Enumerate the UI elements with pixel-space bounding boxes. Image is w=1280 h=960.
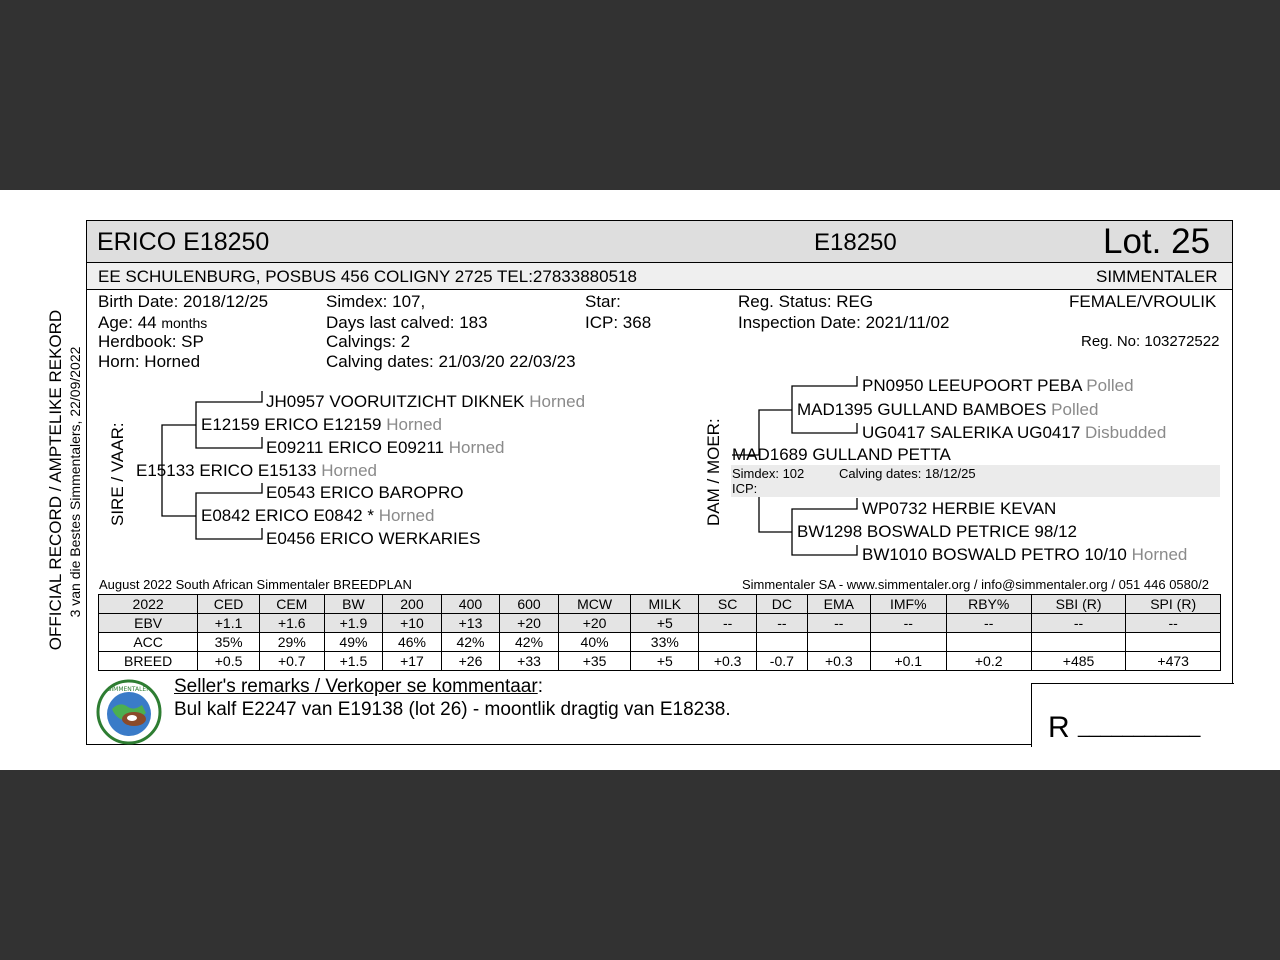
sire-dam-sire (266, 483, 463, 503)
dd-name: BW1298 BOSWALD PETRICE 98/12 (797, 522, 1077, 541)
table-cell: +1.9 (324, 614, 383, 633)
table-cell: -- (870, 614, 946, 633)
table-cell: +1.1 (198, 614, 260, 633)
inspection-date: Inspection Date: 2021/11/02 (738, 313, 950, 332)
table-cell: +0.1 (870, 652, 946, 671)
table-cell (946, 633, 1031, 652)
table-cell: +13 (441, 614, 500, 633)
lot-number: Lot. 25 (1103, 222, 1211, 261)
sss-horn: Horned (529, 392, 586, 411)
dss-horn: Polled (1086, 376, 1134, 395)
ds-horn: Polled (1051, 400, 1099, 419)
table-header: 200 (383, 595, 442, 614)
owner-address: EE SCHULENBURG, POSBUS 456 COLIGNY 2725 TEL:27833880518 (98, 267, 637, 286)
table-cell: 29% (259, 633, 324, 652)
table-row-ebv (99, 614, 1221, 633)
ssd-name: E09211 ERICO E09211 (266, 438, 444, 457)
breed-label: SIMMENTALER (1096, 267, 1218, 286)
table-header: BW (324, 595, 383, 614)
table-cell: 42% (500, 633, 559, 652)
table-header: RBY% (946, 595, 1031, 614)
table-header: CED (198, 595, 260, 614)
table-cell: +0.7 (259, 652, 324, 671)
table-cell: ACC (99, 633, 198, 652)
breedplan-source: August 2022 South African Simmentaler BREEDPLAN (99, 577, 412, 592)
table-cell: 33% (631, 633, 699, 652)
ssd-horn: Horned (448, 438, 505, 457)
animal-id: E18250 (814, 229, 897, 256)
dam-calving-dates: Calving dates: 18/12/25 (839, 466, 976, 481)
table-header: SPI (R) (1126, 595, 1221, 614)
table-cell: +473 (1126, 652, 1221, 671)
ds-name: MAD1395 GULLAND BAMBOES (797, 400, 1047, 419)
herdbook: Herdbook: SP (98, 332, 204, 351)
s-horn: Horned (321, 461, 378, 480)
table-header: SBI (R) (1031, 595, 1126, 614)
remarks-heading (174, 676, 543, 698)
table-cell (757, 633, 808, 652)
sire-sire (201, 415, 442, 435)
table-cell: 35% (198, 633, 260, 652)
table-cell: -- (757, 614, 808, 633)
table-header: 400 (441, 595, 500, 614)
dss-name: PN0950 LEEUPOORT PEBA (862, 376, 1082, 395)
dam-sire-dam (862, 423, 1166, 443)
dam-sire (797, 400, 1098, 420)
dam-simdex: Simdex: 102 (732, 466, 805, 481)
sd-name: E0842 ERICO E0842 * (201, 506, 374, 525)
reg-number: Reg. No: 103272522 (1081, 333, 1220, 350)
table-cell: 42% (441, 633, 500, 652)
table-cell: BREED (99, 652, 198, 671)
table-cell: +0.5 (198, 652, 260, 671)
table-cell (1126, 633, 1221, 652)
dam-icp: ICP: (732, 481, 758, 496)
dsd-horn: Disbudded (1085, 423, 1167, 442)
table-cell: -0.7 (757, 652, 808, 671)
sale-date-label: 3 van die Bestes Simmentalers, 22/09/2022 (67, 346, 83, 618)
table-cell: +20 (500, 614, 559, 633)
horn-status: Horn: Horned (98, 352, 201, 371)
table-cell: +10 (383, 614, 442, 633)
simdex: Simdex: 107, (326, 292, 426, 311)
animal-name: ERICO E18250 (97, 228, 270, 256)
table-cell: -- (807, 614, 870, 633)
table-row-breed (99, 652, 1221, 671)
table-cell (807, 633, 870, 652)
breedplan-contact: Simmentaler SA - www.simmentaler.org / info@simmentaler.org / 051 446 0580/2 (742, 577, 1209, 592)
price-blank[interactable]: ___________ (1078, 716, 1201, 738)
sire-label: SIRE / VAAR: (108, 422, 127, 526)
table-cell: 46% (383, 633, 442, 652)
table-header: MCW (558, 595, 631, 614)
sire (136, 461, 377, 481)
dds-name: WP0732 HERBIE KEVAN (862, 499, 1057, 518)
table-header: DC (757, 595, 808, 614)
table-cell: +20 (558, 614, 631, 633)
s-name: E15133 ERICO E15133 (136, 461, 317, 480)
table-cell: +485 (1031, 652, 1126, 671)
table-cell: +5 (631, 652, 699, 671)
sdd-name: E0456 ERICO WERKARIES (266, 529, 481, 548)
sex-label: FEMALE/VROULIK (1069, 292, 1217, 311)
table-cell: 40% (558, 633, 631, 652)
table-cell: +1.6 (259, 614, 324, 633)
ddd-name: BW1010 BOSWALD PETRO 10/10 (862, 545, 1127, 564)
table-cell: +1.5 (324, 652, 383, 671)
sds-name: E0543 ERICO BAROPRO (266, 483, 464, 502)
table-cell: +0.3 (807, 652, 870, 671)
dam-name: MAD1689 GULLAND PETTA (732, 445, 951, 464)
star: Star: (585, 292, 621, 311)
icp: ICP: 368 (585, 313, 652, 332)
remarks-colon: : (537, 676, 543, 697)
calvings: Calvings: 2 (326, 332, 411, 351)
ss-horn: Horned (386, 415, 443, 434)
reg-status: Reg. Status: REG (738, 292, 874, 311)
table-row-acc (99, 633, 1221, 652)
table-header-row (99, 595, 1221, 614)
table-cell (1031, 633, 1126, 652)
dsd-name: UG0417 SALERIKA UG0417 (862, 423, 1081, 442)
ss-name: E12159 ERICO E12159 (201, 415, 382, 434)
ddd-horn: Horned (1131, 545, 1188, 564)
dam-dam-sire (862, 499, 1056, 519)
table-cell (870, 633, 946, 652)
sire-sire-dam (266, 438, 505, 458)
table-cell: +0.3 (699, 652, 757, 671)
age-unit: months (161, 315, 208, 331)
table-cell: -- (946, 614, 1031, 633)
table-header: 2022 (99, 595, 198, 614)
table-cell: -- (699, 614, 757, 633)
sss-name: JH0957 VOORUITZICHT DIKNEK (266, 392, 525, 411)
remarks-text: Bul kalf E2247 van E19138 (lot 26) - moontlik dragtig van E18238. (174, 699, 731, 720)
sire-dam-dam (266, 529, 480, 549)
table-cell: +0.2 (946, 652, 1031, 671)
table-cell: +35 (558, 652, 631, 671)
table-cell: -- (1031, 614, 1126, 633)
dam-sire-sire (862, 376, 1134, 396)
calving-dates: Calving dates: 21/03/20 22/03/23 (326, 352, 576, 371)
official-record-label: OFFICIAL RECORD / AMPTELIKE REKORD (46, 309, 65, 651)
table-header: EMA (807, 595, 870, 614)
table-cell: 49% (324, 633, 383, 652)
table-cell (699, 633, 757, 652)
ebv-table (98, 594, 1221, 671)
remarks-heading-text: Seller's remarks / Verkoper se kommentaar (174, 676, 538, 697)
table-header: 600 (500, 595, 559, 614)
sd-horn: Horned (378, 506, 435, 525)
dam-dam-dam (862, 545, 1187, 565)
sire-dam (201, 506, 434, 526)
simmentaler-logo (96, 679, 162, 745)
table-cell: +5 (631, 614, 699, 633)
sire-sire-sire (266, 392, 585, 412)
price-currency: R (1048, 711, 1070, 744)
table-cell: -- (1126, 614, 1221, 633)
days-last-calved: Days last calved: 183 (326, 313, 488, 332)
table-header: MILK (631, 595, 699, 614)
dam-label: DAM / MOER: (704, 418, 723, 526)
table-cell: EBV (99, 614, 198, 633)
birth-date: Birth Date: 2018/12/25 (98, 292, 269, 311)
age-value: Age: 44 (98, 313, 157, 332)
logo-text: SIMMENTALER (107, 686, 151, 693)
table-header: CEM (259, 595, 324, 614)
dam-dam (797, 522, 1077, 542)
table-header: IMF% (870, 595, 946, 614)
table-cell: +33 (500, 652, 559, 671)
table-cell: +17 (383, 652, 442, 671)
table-header: SC (699, 595, 757, 614)
table-cell: +26 (441, 652, 500, 671)
